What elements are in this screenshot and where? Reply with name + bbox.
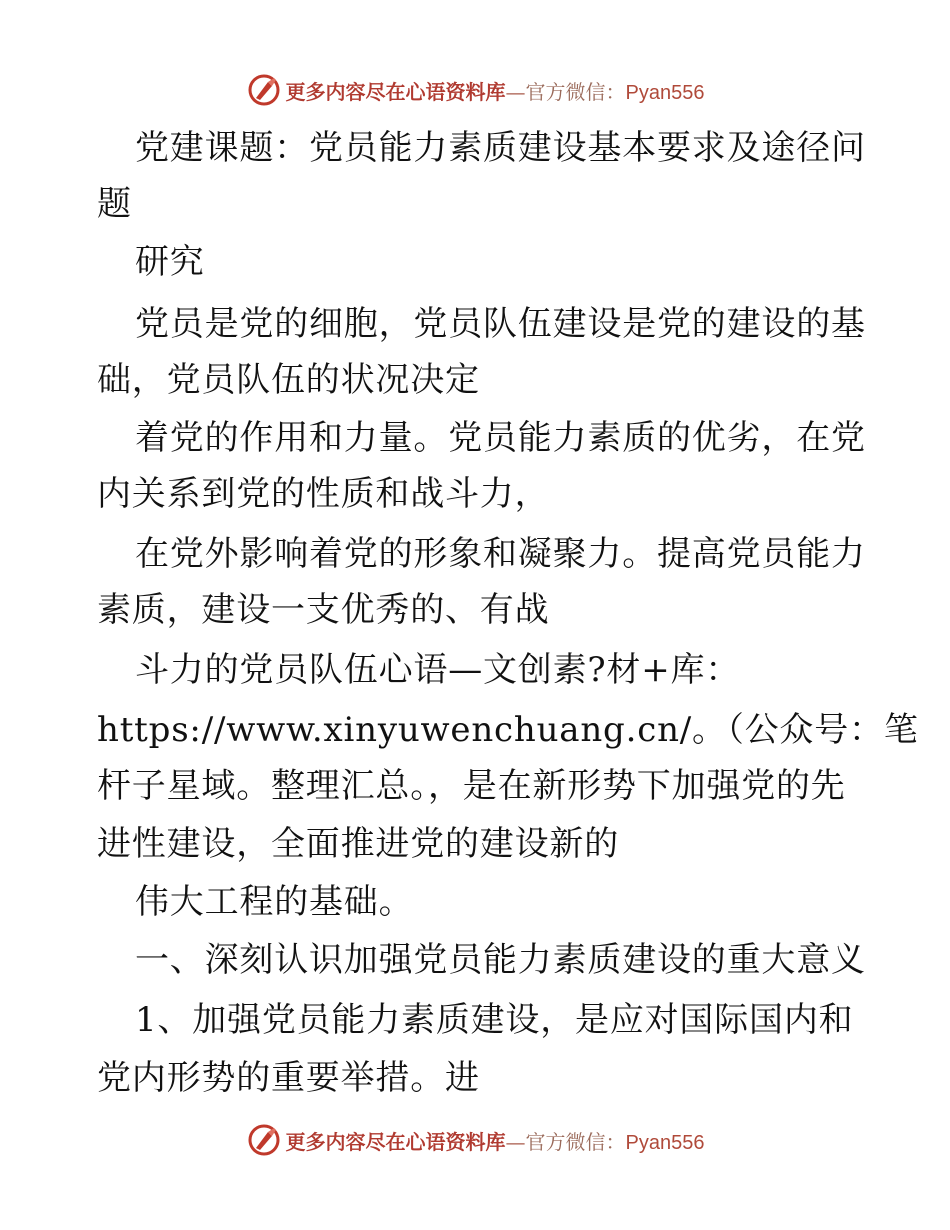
header-banner-text: 更多内容尽在心语资料库—官方微信：Pyan556 — [285, 79, 705, 104]
title-line-2: 题 — [97, 184, 132, 224]
paragraph-line: 杆子星域。整理汇总。，是在新形势下加强党的先 — [97, 766, 846, 806]
paragraph-line: 伟大工程的基础。 — [135, 882, 414, 922]
section-heading: 一、深刻认识加强党员能力素质建设的重大意义 — [135, 940, 866, 980]
paragraph-line: 党内形势的重要举措。进 — [97, 1058, 480, 1098]
paragraph-line: 斗力的党员队伍心语—文创素?材+库： — [135, 650, 741, 690]
footer-banner — [0, 1120, 950, 1160]
footer-banner-text: 更多内容尽在心语资料库—官方微信：Pyan556 — [285, 1129, 705, 1154]
paragraph-line: 素质，建设一支优秀的、有战 — [97, 590, 550, 630]
paragraph-line: 内关系到党的性质和战斗力， — [97, 474, 550, 514]
paragraph-line: https://www.xinyuwenchuang.cn/。（公众号：笔 — [97, 710, 919, 750]
paragraph-line: 着党的作用和力量。党员能力素质的优劣，在党 — [135, 418, 866, 458]
brand-logo-icon — [246, 72, 282, 108]
paragraph-line: 在党外影响着党的形象和凝聚力。提高党员能力 — [135, 534, 866, 574]
paragraph-line: 1、加强党员能力素质建设，是应对国际国内和 — [135, 1000, 854, 1040]
paragraph-line: 党员是党的细胞，党员队伍建设是党的建设的基 — [135, 304, 866, 344]
paragraph-line: 进性建设，全面推进党的建设新的 — [97, 824, 619, 864]
paragraph-line: 础，党员队伍的状况决定 — [97, 360, 480, 400]
brand-logo-icon — [246, 1122, 282, 1158]
header-banner — [0, 70, 950, 110]
title-line-1: 党建课题：党员能力素质建设基本要求及途径问 — [135, 128, 866, 168]
title-line-3: 研究 — [135, 242, 205, 282]
